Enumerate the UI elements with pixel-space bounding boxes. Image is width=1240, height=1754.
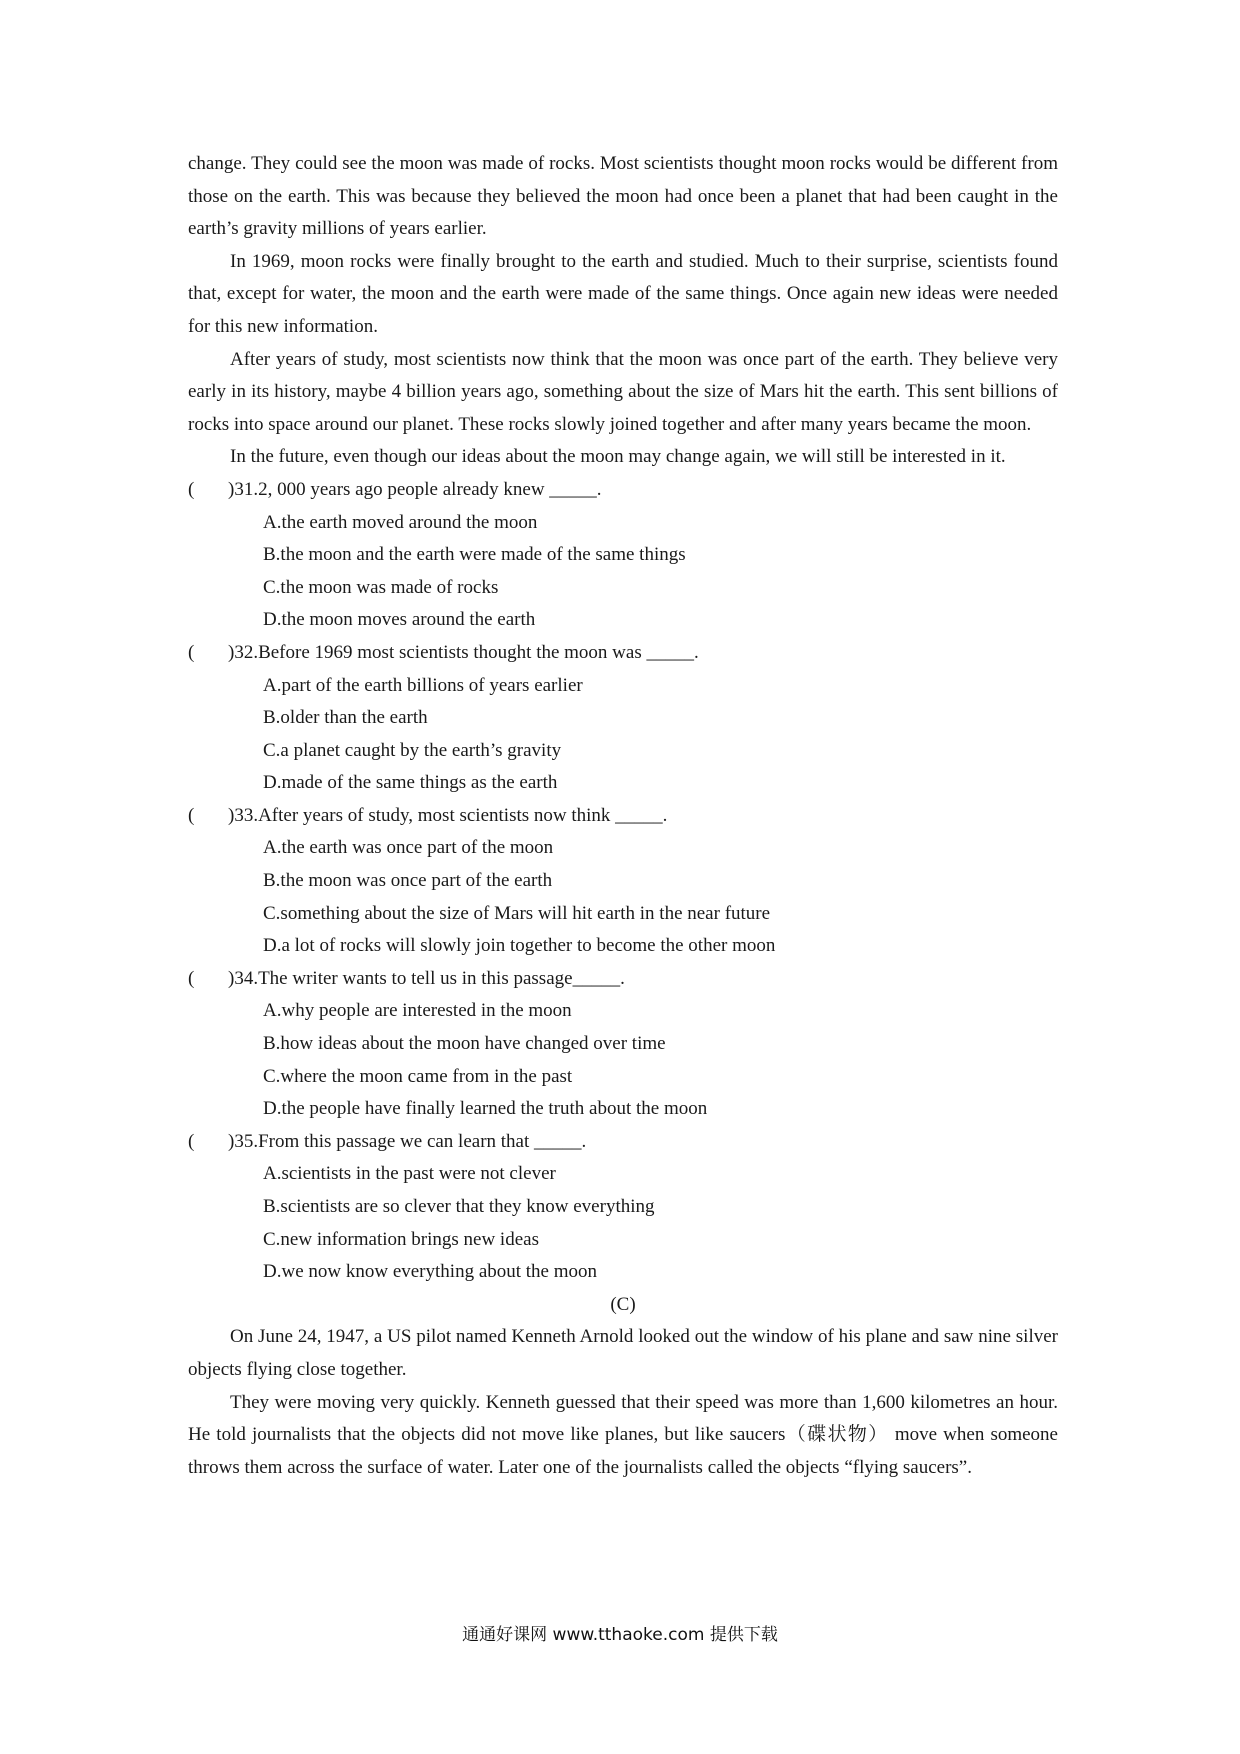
question-32-option-b: B.older than the earth: [263, 707, 428, 729]
question-35: [188, 1126, 1058, 1159]
section-heading-c: (C): [610, 1293, 636, 1315]
question-31-option-b: B.the moon and the earth were made of the same things: [263, 544, 686, 566]
question-34-option-b: B.how ideas about the moon have changed over time: [263, 1033, 666, 1055]
question-33-option-d: D.a lot of rocks will slowly join together to become the other moon: [263, 935, 776, 957]
question-34: [188, 963, 1058, 996]
question-stem: )35.From this passage we can learn that _____.: [228, 1130, 587, 1152]
passage-c-paragraph-2: They were moving very quickly. Kenneth guessed that their speed was more than 1,600 kilometres an hour. He told journalists that the objects did not move like planes, but like saucers（碟状物） move when someone throws them across the surface of water. Later one of the journalists called the objects “flying saucers”.: [188, 1391, 1058, 1478]
question-stem: )32.Before 1969 most scientists thought the moon was _____.: [228, 641, 699, 663]
passage-c-paragraph-1: On June 24, 1947, a US pilot named Kenneth Arnold looked out the window of his plane and saw nine silver objects flying close together.: [188, 1326, 1058, 1380]
question-stem: )31.2, 000 years ago people already knew _____.: [228, 478, 602, 500]
answer-blank-paren: (: [188, 641, 195, 663]
question-33: [188, 800, 1058, 833]
question-31-option-c: C.the moon was made of rocks: [263, 576, 499, 598]
document-page: [188, 148, 1058, 1484]
answer-blank-paren: (: [188, 1130, 195, 1152]
answer-blank-paren: (: [188, 967, 195, 989]
question-34-option-d: D.the people have finally learned the truth about the moon: [263, 1098, 708, 1120]
passage-b-paragraph-4: In the future, even though our ideas about the moon may change again, we will still be interested in it.: [230, 446, 1006, 468]
question-34-option-a: A.why people are interested in the moon: [263, 1000, 572, 1022]
question-32-option-d: D.made of the same things as the earth: [263, 772, 558, 794]
answer-blank-paren: (: [188, 478, 195, 500]
question-33-option-a: A.the earth was once part of the moon: [263, 837, 554, 859]
question-31: [188, 474, 1058, 507]
question-33-option-b: B.the moon was once part of the earth: [263, 870, 553, 892]
question-34-option-c: C.where the moon came from in the past: [263, 1065, 573, 1087]
question-35-option-b: B.scientists are so clever that they know everything: [263, 1196, 655, 1217]
question-31-option-a: A.the earth moved around the moon: [263, 511, 538, 533]
question-stem: )34.The writer wants to tell us in this passage_____.: [228, 967, 625, 989]
answer-blank-paren: (: [188, 804, 195, 826]
passage-b-paragraph-2: In 1969, moon rocks were finally brought to the earth and studied. Much to their surprise, scientists found that, except for water, the moon and the earth were made of the same things. Once again new ideas were needed for this new information.: [188, 250, 1058, 337]
question-32-option-c: C.a planet caught by the earth’s gravity: [263, 739, 562, 761]
question-35-option-a: A.scientists in the past were not clever: [263, 1163, 556, 1185]
question-stem: )33.After years of study, most scientists now think _____.: [228, 804, 668, 826]
question-35-option-d: D.we now know everything about the moon: [263, 1261, 598, 1283]
question-33-option-c: C.something about the size of Mars will hit earth in the near future: [263, 902, 771, 924]
question-32-option-a: A.part of the earth billions of years earlier: [263, 674, 583, 696]
question-31-option-d: D.the moon moves around the earth: [263, 609, 536, 631]
question-32: [188, 637, 1058, 670]
question-35-option-c: C.new information brings new ideas: [263, 1228, 539, 1250]
passage-b-paragraph-1: change. They could see the moon was made of rocks. Most scientists thought moon rocks would be different from those on the earth. This was because they believed the moon had once been a planet that had been caught in the earth’s gravity millions of years earlier.: [188, 153, 1058, 240]
page-footer: 通通好课网 www.tthaoke.com 提供下载: [462, 1625, 778, 1645]
passage-b-paragraph-3: After years of study, most scientists now think that the moon was once part of the earth. They believe very early in its history, maybe 4 billion years ago, something about the size of Mars hit the earth. This sent billions of rocks into space around our planet. These rocks slowly joined together and after many years became the moon.: [188, 348, 1058, 435]
